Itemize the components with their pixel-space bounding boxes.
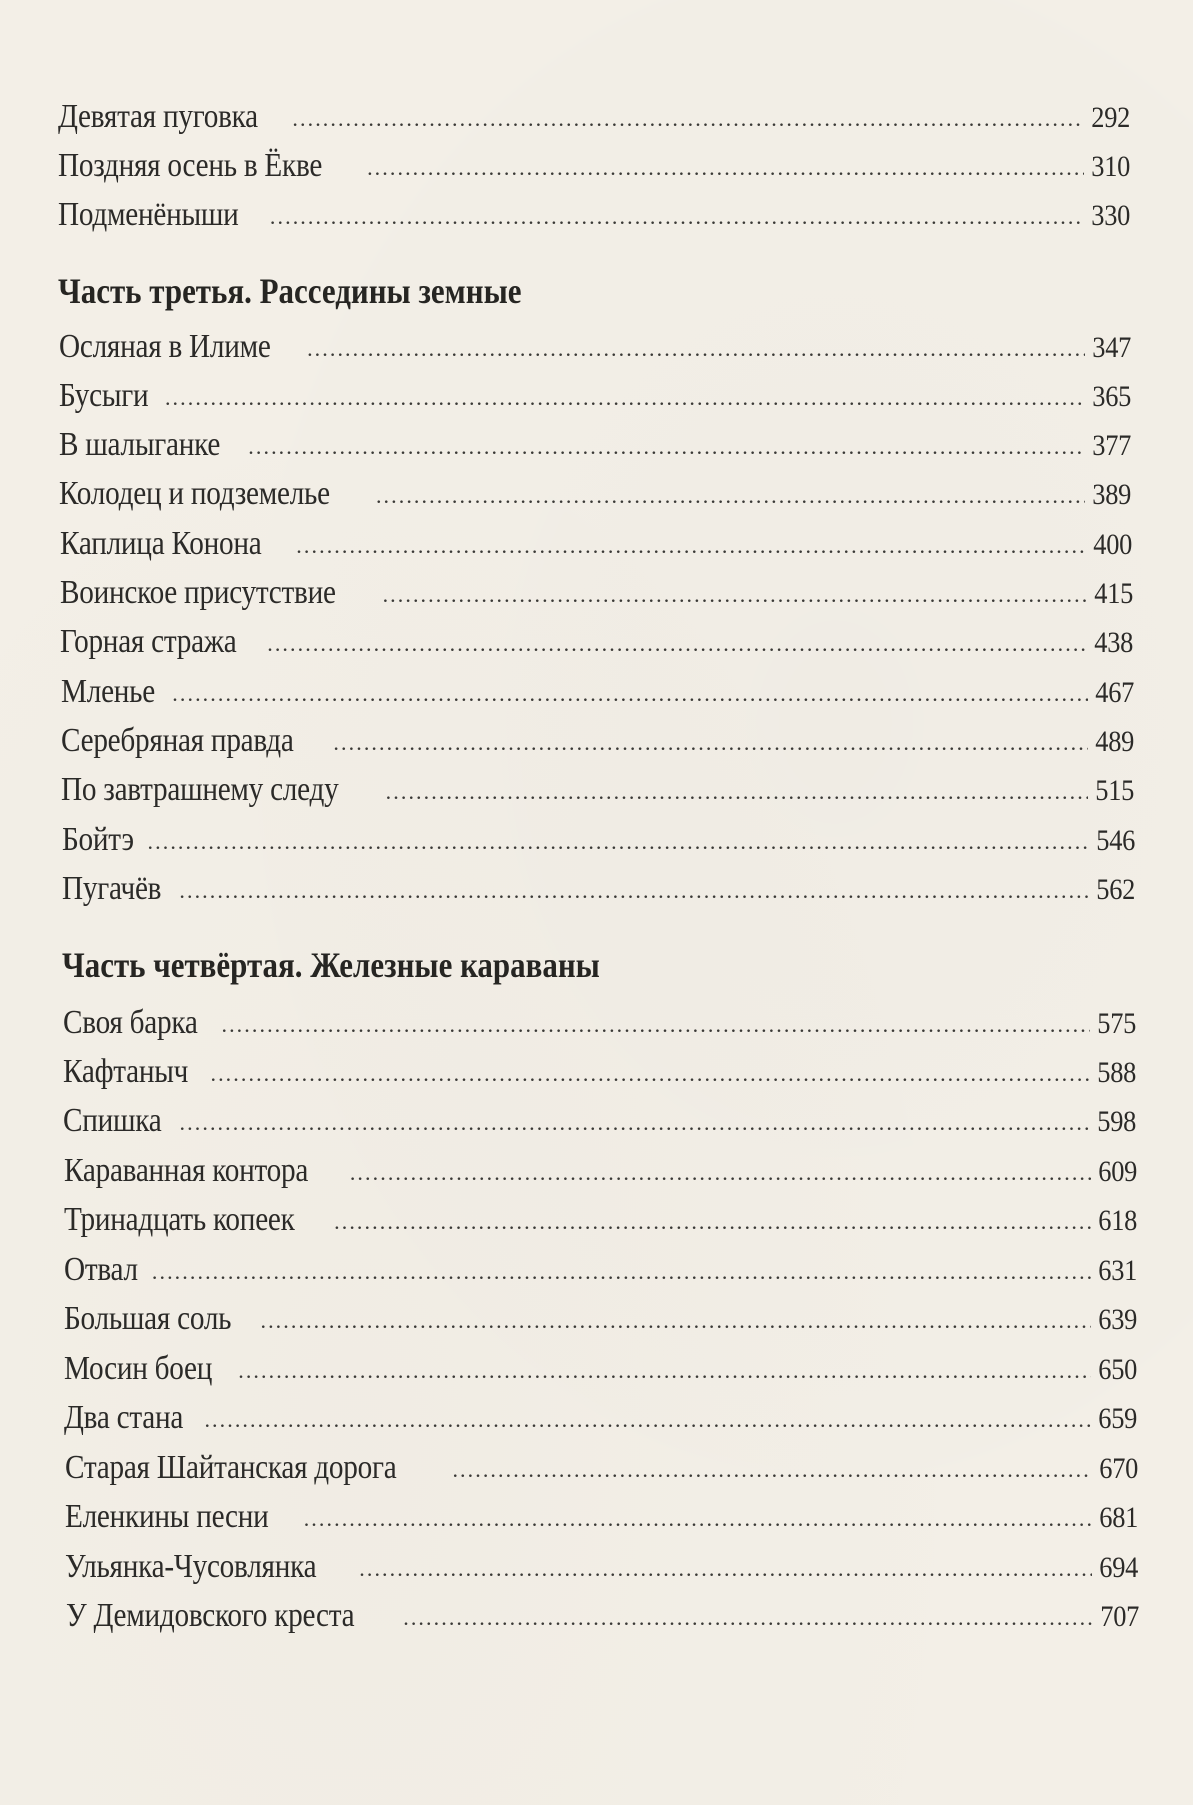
entry-title: Бусыги: [59, 377, 149, 414]
entry-page-number: 650: [1098, 1353, 1137, 1386]
entry-page-number: 515: [1095, 774, 1134, 807]
entry-title: Караванная контора: [64, 1152, 309, 1189]
toc-entry[interactable]: [62, 870, 1135, 914]
entry-page-number: 588: [1097, 1056, 1136, 1089]
entry-title: Колодец и подземелье: [59, 475, 330, 512]
entry-title: Каплица Конона: [60, 525, 262, 562]
dot-leader: [238, 1358, 1091, 1384]
entry-page-number: 389: [1092, 478, 1131, 511]
dot-leader: [148, 829, 1089, 855]
toc-entry[interactable]: [64, 1152, 1137, 1196]
toc-entry[interactable]: [59, 328, 1131, 372]
dot-leader: [248, 434, 1085, 460]
dot-leader: [367, 155, 1084, 181]
entry-title: Подменёныши: [58, 196, 239, 233]
entry-page-number: 681: [1099, 1501, 1138, 1534]
entry-title: Пугачёв: [62, 870, 162, 907]
dot-leader: [165, 385, 1085, 411]
dot-leader: [334, 1209, 1091, 1235]
entry-title: Мленье: [61, 673, 155, 710]
entry-page-number: 347: [1092, 331, 1131, 364]
dot-leader: [350, 1160, 1091, 1186]
entry-page-number: 467: [1095, 676, 1134, 709]
toc-entry[interactable]: [58, 147, 1130, 191]
entry-page-number: 415: [1094, 577, 1133, 610]
dot-leader: [452, 1457, 1091, 1483]
toc-entry[interactable]: [63, 1053, 1136, 1097]
dot-leader: [260, 1308, 1090, 1334]
toc-entry[interactable]: [59, 377, 1131, 421]
dot-leader: [307, 336, 1085, 362]
part-heading: Часть четвёртая. Железные караваны: [62, 945, 600, 985]
dot-leader: [152, 1259, 1091, 1285]
entry-title: Тринадцать копеек: [64, 1201, 295, 1238]
toc-entry[interactable]: [58, 98, 1130, 142]
entry-title: Горная стража: [60, 623, 237, 660]
toc-entry[interactable]: [64, 1399, 1137, 1443]
toc-entry[interactable]: [64, 1350, 1137, 1394]
entry-title: Девятая пуговка: [58, 98, 258, 135]
entry-page-number: 292: [1091, 101, 1130, 134]
toc-entry[interactable]: [65, 1548, 1138, 1592]
dot-leader: [376, 483, 1085, 509]
entry-page-number: 618: [1098, 1204, 1137, 1237]
dot-leader: [204, 1407, 1090, 1433]
entry-page-number: 400: [1093, 528, 1132, 561]
dot-leader: [267, 631, 1087, 657]
entry-page-number: 330: [1091, 199, 1130, 232]
dot-leader: [172, 681, 1088, 707]
entry-title: Еленкины песни: [65, 1498, 269, 1535]
dot-leader: [403, 1605, 1093, 1631]
entry-page-number: 659: [1098, 1402, 1137, 1435]
entry-title: Спишка: [63, 1102, 162, 1139]
entry-title: Своя барка: [63, 1004, 198, 1041]
entry-page-number: 670: [1099, 1452, 1138, 1485]
entry-page-number: 598: [1097, 1105, 1136, 1138]
toc-entry[interactable]: [64, 1251, 1137, 1295]
dot-leader: [292, 106, 1084, 132]
dot-leader: [296, 533, 1086, 559]
toc-entry[interactable]: [64, 1201, 1137, 1245]
entry-page-number: 365: [1092, 380, 1131, 413]
toc-entry[interactable]: [59, 475, 1131, 519]
dot-leader: [333, 730, 1087, 756]
dot-leader: [210, 1061, 1089, 1087]
toc-entry[interactable]: [66, 1597, 1139, 1641]
dot-leader: [383, 582, 1087, 608]
entry-page-number: 609: [1098, 1155, 1137, 1188]
dot-leader: [386, 779, 1088, 805]
part-heading: Часть третья. Расседины земные: [58, 271, 522, 311]
entry-page-number: 546: [1096, 824, 1135, 857]
toc-entry[interactable]: [61, 673, 1134, 717]
entry-title: Серебряная правда: [61, 722, 294, 759]
entry-page-number: 639: [1098, 1303, 1137, 1336]
dot-leader: [304, 1506, 1092, 1532]
toc-entry[interactable]: [61, 722, 1134, 766]
entry-title: Кафтаныч: [63, 1053, 189, 1090]
dot-leader: [180, 1110, 1090, 1136]
entry-page-number: 707: [1100, 1600, 1139, 1633]
toc-entry[interactable]: [60, 525, 1132, 569]
toc-entry[interactable]: [65, 1449, 1138, 1493]
toc-entry[interactable]: [60, 574, 1133, 618]
entry-title: Отвал: [64, 1251, 138, 1288]
entry-page-number: 562: [1096, 873, 1135, 906]
entry-page-number: 489: [1095, 725, 1134, 758]
dot-leader: [221, 1012, 1089, 1038]
entry-title: Поздняя осень в Ёкве: [58, 147, 323, 184]
toc-entry[interactable]: [59, 426, 1131, 470]
entry-title: Старая Шайтанская дорога: [65, 1449, 397, 1486]
entry-page-number: 310: [1091, 150, 1130, 183]
toc-entry[interactable]: [63, 1004, 1136, 1048]
entry-title: В шалыганке: [59, 426, 221, 463]
entry-title: Мосин боец: [64, 1350, 213, 1387]
toc-entry[interactable]: [61, 771, 1134, 815]
dot-leader: [179, 878, 1089, 904]
toc-entry[interactable]: [64, 1300, 1137, 1344]
entry-page-number: 694: [1099, 1551, 1138, 1584]
toc-entry[interactable]: [65, 1498, 1138, 1542]
toc-entry[interactable]: [62, 821, 1135, 865]
entry-title: У Демидовского креста: [66, 1597, 355, 1634]
entry-title: Два стана: [64, 1399, 184, 1436]
entry-title: Воинское присутствие: [60, 574, 336, 611]
entry-page-number: 438: [1094, 626, 1133, 659]
toc-entry[interactable]: [63, 1102, 1136, 1146]
entry-title: Бойтэ: [62, 821, 134, 858]
entry-page-number: 631: [1098, 1254, 1137, 1287]
toc-entry[interactable]: [58, 196, 1130, 240]
entry-title: По завтрашнему следу: [61, 771, 339, 808]
toc-entry[interactable]: [60, 623, 1133, 667]
dot-leader: [270, 204, 1084, 230]
entry-title: Большая соль: [64, 1300, 232, 1337]
entry-title: Осляная в Илиме: [59, 328, 271, 365]
entry-page-number: 377: [1092, 429, 1131, 462]
entry-title: Ульянка-Чусовлянка: [65, 1548, 317, 1585]
entry-page-number: 575: [1097, 1007, 1136, 1040]
dot-leader: [359, 1556, 1092, 1582]
